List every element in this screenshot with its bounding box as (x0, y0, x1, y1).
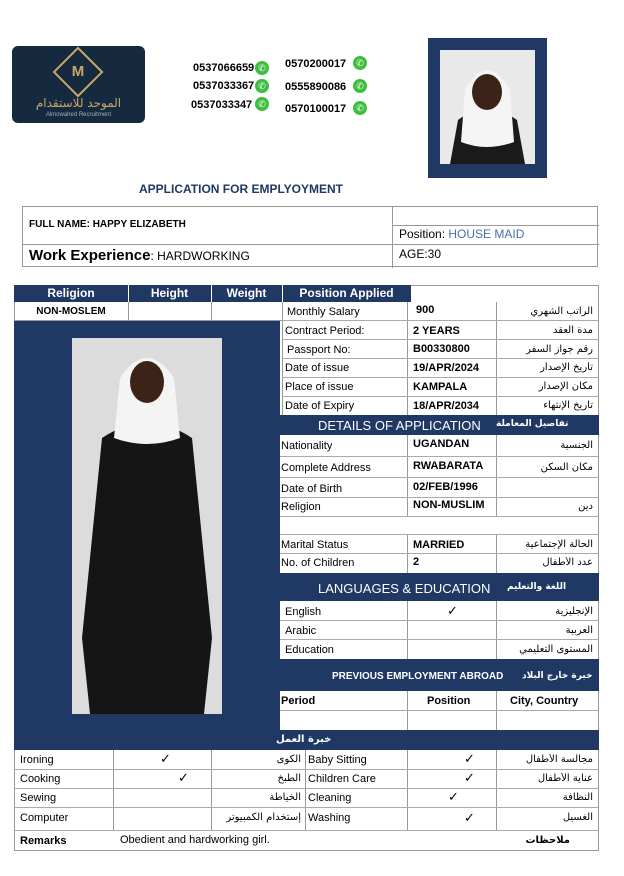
exp-ar-children-care: عناية الأطفال (537, 773, 593, 784)
exp-ar-sewing: الخياطة (269, 792, 301, 803)
position-applied-header: Position Applied (299, 286, 394, 300)
lang-ar-education: المستوى التعليمي (519, 644, 593, 655)
prev-period-header: Period (281, 695, 316, 707)
remarks-value: Obedient and hardworking girl. (120, 834, 270, 846)
family-ar-children: عدد الأطفال (542, 557, 593, 568)
exp-ar-cleaning: النظافة (562, 792, 593, 803)
height-header: Height (150, 286, 189, 300)
exp-cooking: Cooking (20, 773, 61, 785)
check-icon: ✓ (464, 770, 475, 785)
personal-value-nationality: UGANDAN (413, 438, 470, 450)
personal-value-address: RWABARATA (413, 460, 484, 472)
lang-ar-english: الإنجليزية (555, 606, 593, 617)
detail-ar-salary: الراتب الشهري (530, 306, 593, 317)
religion-value: NON-MOSLEM (36, 306, 106, 317)
position-value: HOUSE MAID (448, 227, 525, 241)
details-application-ar: تفاصيل المعاملة (496, 419, 569, 429)
exp-ar-washing: الغسيل (562, 812, 593, 823)
detail-label-contract: Contract Period: (285, 325, 365, 337)
detail-label-expiry: Date of Expiry (285, 400, 355, 412)
detail-ar-issue-place: مكان الإصدار (538, 381, 593, 392)
whatsapp-icon: ✆ (353, 101, 367, 115)
work-exp-value: : HARDWORKING (150, 249, 250, 263)
whatsapp-icon: ✆ (255, 61, 269, 75)
personal-ar-nationality: الجنسية (560, 440, 593, 451)
form-title: APPLICATION FOR EMPLYOYMENT (139, 182, 344, 196)
detail-value-salary: 900 (416, 304, 435, 316)
company-logo (12, 46, 145, 123)
header-box (22, 206, 598, 267)
portrait-photo (440, 50, 535, 164)
exp-washing: Washing (308, 812, 351, 824)
whatsapp-icon: ✆ (255, 97, 269, 111)
detail-value-passport: B00330800 (413, 343, 470, 355)
logo-mark-letter: M (71, 63, 85, 80)
weight-header: Weight (226, 286, 267, 300)
exp-computer: Computer (20, 812, 69, 824)
detail-label-salary: Monthly Salary (287, 306, 360, 318)
previous-employment-ar: خبرة خارج البلاد (522, 671, 593, 681)
position-field (399, 227, 524, 241)
personal-label-address: Complete Address (281, 462, 371, 474)
detail-ar-expiry: تاريخ الإنتهاء (543, 400, 593, 411)
exp-ar-baby-sitting: مجالسة الأطفال (525, 754, 593, 765)
check-icon: ✓ (448, 789, 459, 804)
exp-ar-computer: إستخدام الكمبيوتر (226, 812, 301, 823)
check-icon: ✓ (447, 603, 458, 618)
detail-label-passport: Passport No: (287, 344, 351, 356)
empty-row (280, 517, 599, 535)
personal-value-dob: 02/FEB/1996 (413, 481, 478, 493)
work-experience (29, 247, 250, 264)
family-label-children: No. of Children (281, 557, 355, 569)
logo-mark (53, 47, 104, 98)
phone-2: 0537033367 (193, 80, 255, 92)
age: AGE:30 (399, 247, 442, 261)
lang-label-education: Education (285, 644, 334, 656)
work-exp-label: Work Experience (29, 247, 151, 264)
check-icon: ✓ (178, 770, 189, 785)
phone-3: 0537033347 (191, 99, 253, 111)
phone-4: 0570200017 (285, 58, 347, 70)
check-icon: ✓ (464, 751, 475, 766)
details-application-title: DETAILS OF APPLICATION (318, 418, 481, 433)
exp-ironing: Ironing (20, 754, 54, 766)
phone-1: 0537066659 (193, 62, 255, 74)
check-icon: ✓ (160, 751, 171, 766)
detail-label-issue-place: Place of issue (285, 381, 354, 393)
personal-label-dob: Date of Birth (281, 483, 343, 495)
phone-6: 0570100017 (285, 103, 347, 115)
experience-title: خبرة العمل (276, 734, 332, 745)
lang-ar-arabic: العربية (565, 625, 593, 636)
whatsapp-icon: ✆ (353, 79, 367, 93)
portrait-frame (428, 38, 547, 178)
whatsapp-icon: ✆ (353, 56, 367, 70)
languages-title: LANGUAGES & EDUCATION (318, 581, 491, 596)
check-icon: ✓ (464, 810, 475, 825)
personal-value-religion: NON-MUSLIM (413, 499, 485, 511)
exp-ar-ironing: الكوى (276, 754, 301, 765)
prev-city-header: City, Country (510, 695, 579, 707)
personal-label-religion: Religion (281, 501, 321, 513)
lang-label-english: English (285, 606, 322, 618)
exp-cleaning: Cleaning (308, 792, 352, 804)
prev-position-header: Position (427, 695, 471, 707)
full-name: FULL NAME: HAPPY ELIZABETH (29, 219, 186, 230)
personal-ar-religion: دين (578, 501, 593, 512)
detail-value-expiry: 18/APR/2034 (413, 400, 480, 412)
personal-label-nationality: Nationality (281, 440, 333, 452)
exp-ar-cooking: الطبخ (277, 773, 301, 784)
detail-ar-passport: رقم جواز السفر (526, 344, 593, 355)
exp-baby-sitting: Baby Sitting (308, 754, 367, 766)
remarks-label: Remarks (20, 835, 67, 847)
detail-value-issue-date: 19/APR/2024 (413, 362, 480, 374)
religion-header: Religion (47, 286, 95, 300)
languages-ar: اللغة والتعليم (507, 582, 567, 592)
lang-label-arabic: Arabic (285, 625, 317, 637)
full-body-photo (72, 338, 222, 714)
phone-5: 0555890086 (285, 81, 347, 93)
detail-label-issue-date: Date of issue (285, 362, 350, 374)
detail-ar-issue-date: تاريخ الإصدار (540, 362, 593, 373)
detail-value-contract: 2 YEARS (413, 325, 460, 337)
family-label-marital: Marital Status (281, 539, 349, 551)
family-value-marital: MARRIED (413, 539, 465, 551)
family-ar-marital: الحالة الإجتماعية (525, 539, 593, 550)
family-value-children: 2 (413, 556, 420, 568)
logo-english: Almowahed Recruitment (45, 112, 112, 118)
whatsapp-icon: ✆ (255, 79, 269, 93)
logo-arabic: الموحد للاستقدام (35, 96, 122, 110)
personal-ar-address: مكان السكن (540, 462, 593, 473)
exp-sewing: Sewing (20, 792, 57, 804)
previous-employment-title: PREVIOUS EMPLOYMENT ABROAD (332, 671, 504, 682)
remarks-ar: ملاحظات (525, 835, 570, 846)
detail-value-issue-place: KAMPALA (413, 381, 468, 393)
exp-children-care: Children Care (308, 773, 376, 785)
detail-ar-contract: مدة العقد (553, 325, 593, 336)
position-label: Position: (399, 227, 446, 241)
